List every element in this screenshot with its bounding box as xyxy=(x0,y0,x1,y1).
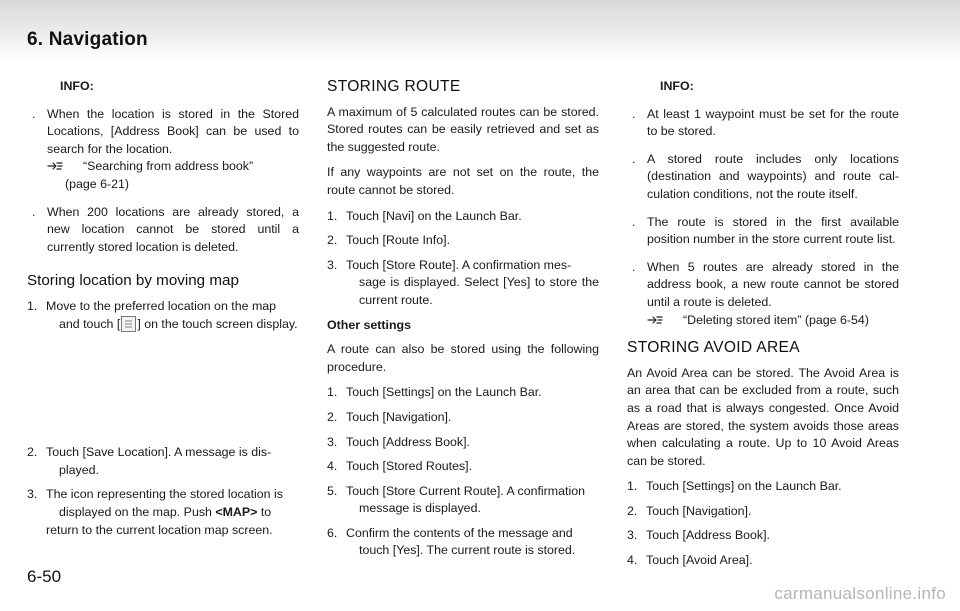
step-text: ] on the touch screen display. xyxy=(137,316,298,331)
paragraph: An Avoid Area can be stored. The Avoid Area is an area that can be excluded from a route, such as a road that is always congested. Once Avoid Areas are stored, the system avoids those areas when calculating a route. Up to 10 Avoid Areas can be stored. xyxy=(627,365,899,468)
step-item xyxy=(327,208,599,226)
step-item xyxy=(327,458,599,476)
step-number: 2. xyxy=(327,409,338,424)
step-item xyxy=(327,483,599,518)
step-number: 2. xyxy=(27,445,38,460)
step-number: 2. xyxy=(327,233,338,248)
step-text: Touch [Navigation]. xyxy=(346,409,452,424)
step-text: Confirm the contents of the message and xyxy=(346,525,573,540)
pointing-hand-icon xyxy=(647,313,663,327)
step-item xyxy=(27,444,299,479)
step-text-cont: return to the current location map screen. xyxy=(46,522,273,537)
step-number: 3. xyxy=(327,257,338,272)
step-text-cont: played. xyxy=(59,462,99,477)
step-text: Touch [Navigation]. xyxy=(646,503,752,518)
column-left xyxy=(27,78,299,546)
step-text: Touch [Address Book]. xyxy=(346,434,470,449)
section-heading: STORING AVOID AREA xyxy=(627,339,800,357)
step-number: 1. xyxy=(327,385,338,400)
bullet-dot: . xyxy=(632,259,636,274)
column-middle xyxy=(327,78,599,567)
info-label: INFO: xyxy=(60,79,94,93)
step-number: 3. xyxy=(627,528,638,543)
step-item xyxy=(627,552,899,570)
step-text-cont: touch [Yes]. The current route is stored. xyxy=(359,543,576,558)
step-number: 2. xyxy=(627,503,638,518)
chapter-title: 6. Navigation xyxy=(27,29,148,50)
step-number: 6. xyxy=(327,525,338,540)
info-label: INFO: xyxy=(660,79,694,93)
step-number: 4. xyxy=(627,553,638,568)
step-text: Touch [Avoid Area]. xyxy=(646,553,753,568)
info-bullet xyxy=(627,214,899,249)
step-text: Touch [Settings] on the Launch Bar. xyxy=(346,385,542,400)
pointing-hand-icon xyxy=(47,159,63,173)
step-text: Touch [Navi] on the Launch Bar. xyxy=(346,208,522,223)
section-heading: Storing location by moving map xyxy=(27,272,239,290)
column-right xyxy=(627,78,899,577)
bullet-dot: . xyxy=(632,214,636,229)
image-space xyxy=(27,340,299,444)
step-item xyxy=(627,478,899,496)
step-text-cont xyxy=(46,504,299,522)
paragraph: A route can also be stored using the following procedure. xyxy=(327,342,599,374)
step-text: Touch [Save Location]. A message is dis- xyxy=(46,445,272,460)
map-menu-icon xyxy=(121,316,136,332)
step-number: 1. xyxy=(327,208,338,223)
step-text: Touch [Stored Routes]. xyxy=(346,459,473,474)
info-bullet xyxy=(627,259,899,329)
step-text-cont: message is displayed. xyxy=(359,501,481,516)
step-number: 3. xyxy=(327,434,338,449)
bullet-dot: . xyxy=(632,151,636,166)
step-text: The icon representing the stored location is xyxy=(46,487,283,502)
step-item xyxy=(27,486,299,539)
step-item xyxy=(327,434,599,452)
reference-text: “Searching from address book” xyxy=(83,159,254,174)
info-bullet xyxy=(627,151,899,204)
step-item xyxy=(327,257,599,310)
reference-page: (page 6-21) xyxy=(65,176,130,191)
subheading: Other settings xyxy=(327,317,411,332)
step-text: Move to the preferred location on the map xyxy=(46,298,277,313)
paragraph: If any waypoints are not set on the route, the route cannot be stored. xyxy=(327,165,599,197)
step-number: 1. xyxy=(627,479,638,494)
step-text: Touch [Store Current Route]. A confirmation xyxy=(346,483,585,498)
step-item xyxy=(327,525,599,560)
page-reference xyxy=(47,158,299,176)
step-item xyxy=(627,527,899,545)
step-item xyxy=(627,503,899,521)
step-text-cont xyxy=(46,316,299,334)
bullet-text: When the location is stored in the Stored Locations, [Address Book] can be used to search for the location. xyxy=(47,106,299,156)
info-bullet xyxy=(27,204,299,257)
chapter-header xyxy=(0,0,960,60)
bullet-dot: . xyxy=(32,106,36,121)
page-reference xyxy=(647,312,899,330)
step-text: Touch [Route Info]. xyxy=(346,233,451,248)
step-text: and touch [ xyxy=(59,316,121,331)
step-number: 4. xyxy=(327,459,338,474)
reference-text: “Deleting stored item” (page 6-54) xyxy=(683,312,869,327)
map-key-label: <MAP> xyxy=(215,504,258,519)
section-heading: STORING ROUTE xyxy=(327,78,461,95)
bullet-text: When 5 routes are already stored in the address book, a new route cannot be stored until a route is deleted. xyxy=(647,259,899,309)
bullet-text: A stored route includes only locations (destination and waypoints) and route cal-culation conditions, not the route itself. xyxy=(647,151,899,201)
step-item xyxy=(27,298,299,333)
step-text: Touch [Address Book]. xyxy=(646,528,770,543)
step-item xyxy=(327,232,599,250)
bullet-dot: . xyxy=(632,106,636,121)
step-text: to xyxy=(257,504,272,519)
bullet-text: At least 1 waypoint must be set for the route to be stored. xyxy=(647,106,899,139)
bullet-text: The route is stored in the first available position number in the store current route list. xyxy=(647,214,899,247)
step-number: 1. xyxy=(27,298,38,313)
step-text-cont: sage is displayed. Select [Yes] to store the current route. xyxy=(359,275,599,307)
bullet-dot: . xyxy=(32,204,36,219)
step-text: Touch [Store Route]. A confirmation mes- xyxy=(346,257,572,272)
step-text: Touch [Settings] on the Launch Bar. xyxy=(646,479,842,494)
bullet-text: When 200 locations are already stored, a new location cannot be stored until a currently stored location is deleted. xyxy=(47,204,299,254)
step-item xyxy=(327,384,599,402)
step-number: 5. xyxy=(327,483,338,498)
step-text: displayed on the map. Push xyxy=(59,504,216,519)
watermark: carmanualsonline.info xyxy=(774,584,946,603)
info-bullet xyxy=(627,106,899,141)
step-item xyxy=(327,409,599,427)
info-bullet xyxy=(27,106,299,194)
step-number: 3. xyxy=(27,487,38,502)
paragraph: A maximum of 5 calculated routes can be stored. Stored routes can be easily retrieved and set as the suggested route. xyxy=(327,104,599,154)
page-number: 6-50 xyxy=(27,567,62,586)
